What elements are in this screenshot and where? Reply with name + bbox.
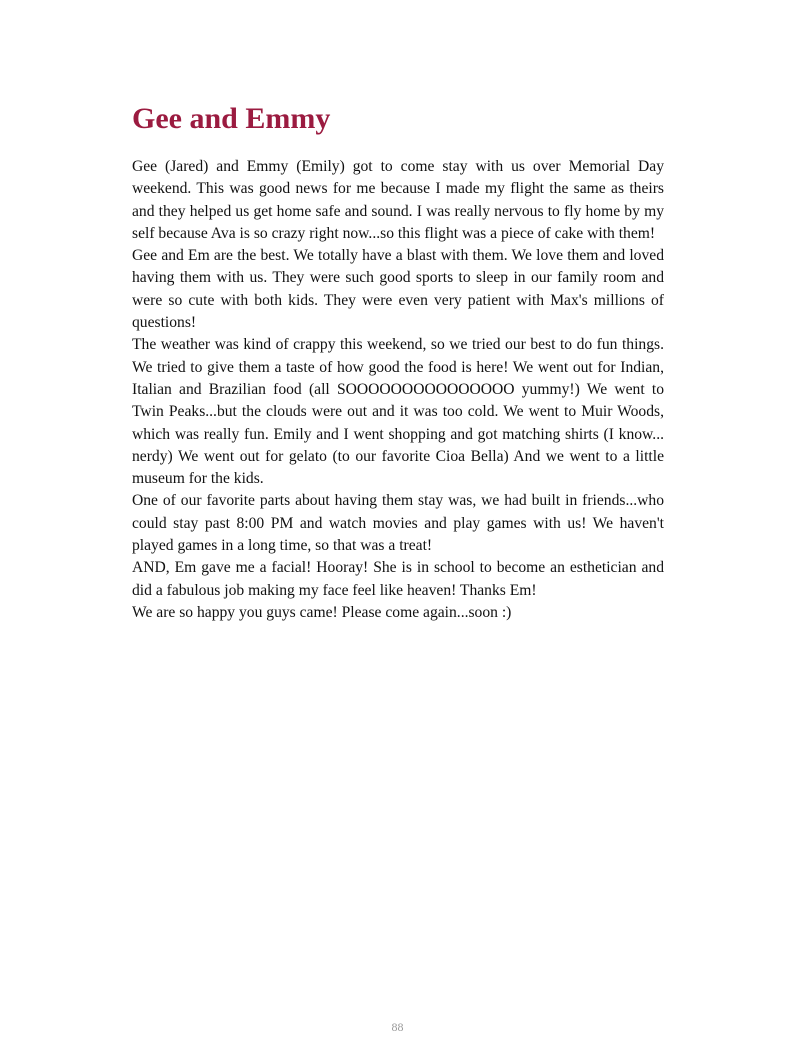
paragraph: Gee (Jared) and Emmy (Emily) got to come stay with us over Memorial Day weekend. This was good news for me because I made my flight the same as theirs and they helped us get home safe and sound. I was really nervous to fly home by my self because Ava is so crazy right now...so this flight was a piece of cake with them! (132, 158, 664, 242)
paragraph: AND, Em gave me a facial! Hooray! She is in school to become an esthetician and did a fabulous job making my face feel like heaven! Thanks Em! (132, 559, 664, 599)
paragraph: We are so happy you guys came! Please come again...soon :) (132, 603, 512, 621)
paragraph: One of our favorite parts about having them stay was, we had built in friends...who could stay past 8:00 PM and watch movies and play games with us! We haven't played games in a long time, so that was a treat! (132, 492, 664, 555)
page-number: 88 (391, 1020, 404, 1034)
body-text (132, 156, 664, 624)
paragraph: The weather was kind of crappy this weekend, so we tried our best to do fun things. We tried to give them a taste of how good the food is here! We went out for Indian, Italian and Brazilian food (all SOOOOOOOOOOOOOOO yummy!) We went to Twin Peaks...but the clouds were out and it was too cold. We went to Muir Woods, which was really fun. Emily and I went shopping and got matching shirts (I know... nerdy) We went out for gelato (to our favorite Cioa Bella) And we went to a little museum for the kids. (132, 336, 664, 488)
page-title: Gee and Emmy (132, 102, 331, 135)
paragraph: Gee and Em are the best. We totally have a blast with them. We love them and loved having them with us. They were such good sports to sleep in our family room and were so cute with both kids. They were even very patient with Max's millions of questions! (132, 247, 664, 332)
